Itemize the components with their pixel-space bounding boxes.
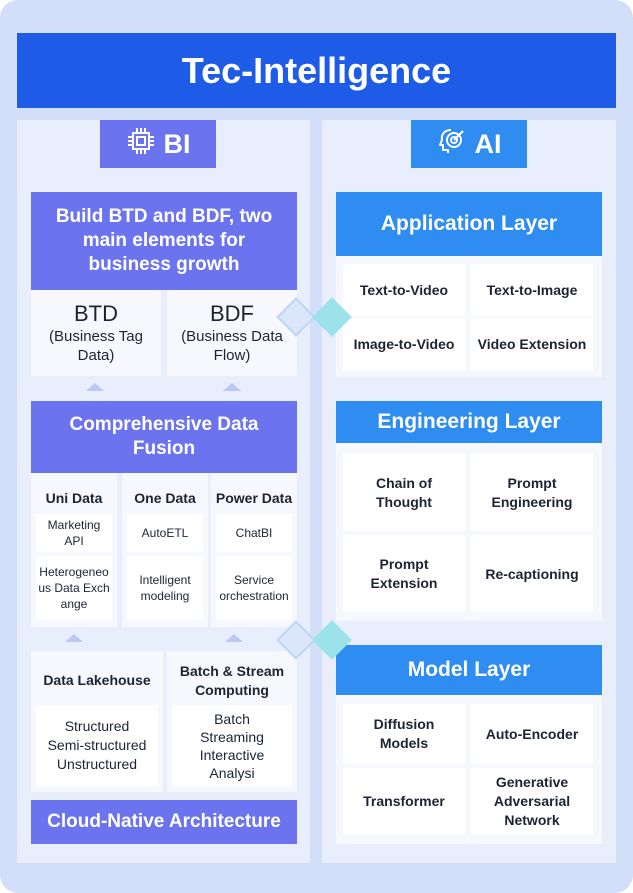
- batch-item: Streaming: [200, 728, 264, 745]
- up-arrow: [225, 634, 243, 642]
- layer-item: Text-to-Video: [343, 264, 465, 316]
- column-item: Service orchestration: [216, 556, 292, 620]
- ai-tag: [411, 120, 527, 168]
- up-arrow: [223, 383, 241, 391]
- ai-tag-label: AI: [474, 128, 502, 159]
- batch-stream-title: Batch & Stream Computing: [179, 663, 285, 698]
- layer-item: Prompt Extension: [343, 535, 465, 612]
- batch-item: Batch: [214, 710, 250, 727]
- layer-item: Generative Adversarial Network: [471, 768, 593, 834]
- btd-subtitle: (Business Tag Data): [49, 328, 143, 364]
- batch-item: Analysi: [209, 764, 255, 781]
- layer-item: Video Extension: [471, 318, 593, 370]
- layer-item: Chain of Thought: [343, 454, 465, 531]
- batch-stream-items: [172, 705, 292, 786]
- column-title: Power Data: [215, 490, 293, 506]
- bi-tag-label: BI: [163, 128, 191, 159]
- batch-item: Interactive: [199, 746, 265, 763]
- data-fusion-header: Comprehensive Data Fusion: [31, 401, 297, 473]
- lakehouse-item: Structured: [64, 718, 130, 734]
- lakehouse-item: Unstructured: [56, 756, 138, 772]
- layer-item: Re-captioning: [471, 535, 593, 612]
- btd-card: [31, 290, 161, 376]
- page-title: Tec-Intelligence: [17, 33, 616, 108]
- layer-item: Transformer: [343, 768, 465, 834]
- btd-title: BTD: [74, 301, 118, 326]
- column-title: Uni Data: [45, 490, 103, 506]
- bi-tag: [100, 120, 216, 168]
- layer-item: Image-to-Video: [343, 318, 465, 370]
- bdf-subtitle: (Business Data Flow): [181, 328, 283, 364]
- up-arrow: [65, 634, 83, 642]
- model-layer-header: Model Layer: [336, 645, 602, 695]
- data-lakehouse-items: [36, 705, 158, 786]
- lakehouse-item: Semi-structured: [47, 737, 147, 753]
- column-item: AutoETL: [127, 514, 203, 552]
- bdf-title: BDF: [210, 301, 254, 326]
- chip-icon: [126, 126, 156, 163]
- column-item: ChatBI: [216, 514, 292, 552]
- bi-header: Build BTD and BDF, two main elements for business growth: [31, 192, 297, 290]
- column-item: Marketing API: [36, 514, 112, 552]
- layer-item: Diffusion Models: [343, 704, 465, 764]
- layer-item: Auto-Encoder: [471, 704, 593, 764]
- column-item: Heterogeneous Data Exchange: [36, 556, 112, 620]
- brain-target-icon: [437, 126, 467, 163]
- column-item: Intelligent modeling: [127, 556, 203, 620]
- layer-item: Prompt Engineering: [471, 454, 593, 531]
- column-title: One Data: [134, 490, 196, 506]
- bdf-card: [167, 290, 297, 376]
- cloud-native-footer: Cloud-Native Architecture: [31, 800, 297, 844]
- engineering-layer-header: Engineering Layer: [336, 401, 602, 443]
- application-layer-header: Application Layer: [336, 192, 602, 256]
- layer-item: Text-to-Image: [471, 264, 593, 316]
- data-lakehouse-title: Data Lakehouse: [43, 672, 151, 688]
- up-arrow: [86, 383, 104, 391]
